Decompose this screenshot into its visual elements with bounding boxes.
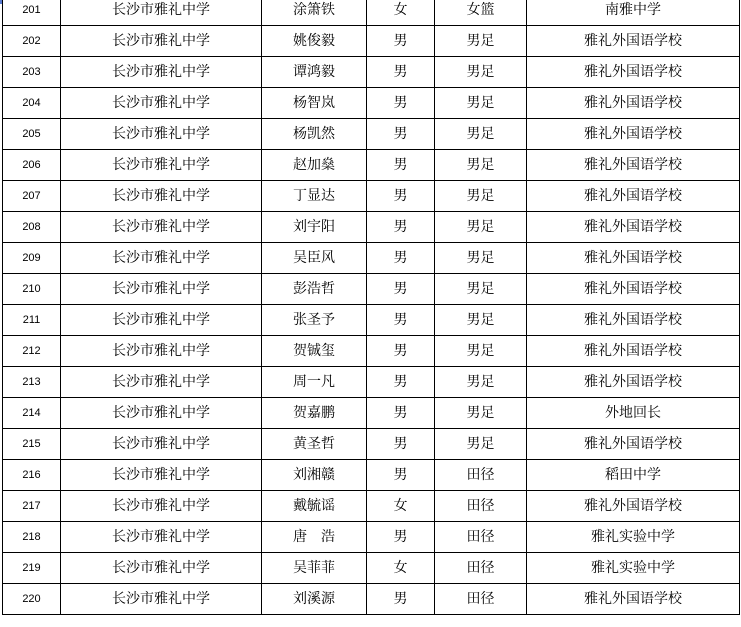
- gender-cell[interactable]: 女: [367, 491, 435, 522]
- sport-event-cell[interactable]: 男足: [435, 243, 527, 274]
- table-row: [3, 584, 740, 615]
- sport-event-cell[interactable]: 男足: [435, 181, 527, 212]
- school-cell[interactable]: 长沙市雅礼中学: [61, 336, 262, 367]
- student-name-cell[interactable]: 周一凡: [262, 367, 367, 398]
- table-row: [3, 57, 740, 88]
- table-row: [3, 88, 740, 119]
- gender-cell[interactable]: 男: [367, 336, 435, 367]
- destination-school-cell[interactable]: 雅礼外国语学校: [527, 212, 740, 243]
- student-name-cell[interactable]: 张圣予: [262, 305, 367, 336]
- destination-school-cell[interactable]: 雅礼外国语学校: [527, 305, 740, 336]
- row-number-cell[interactable]: 206: [3, 150, 61, 181]
- table-row: [3, 274, 740, 305]
- gender-cell[interactable]: 男: [367, 57, 435, 88]
- sport-event-cell[interactable]: 男足: [435, 119, 527, 150]
- student-name-cell[interactable]: 唐 浩: [262, 522, 367, 553]
- row-number-cell[interactable]: 214: [3, 398, 61, 429]
- student-name-cell[interactable]: 刘溪源: [262, 584, 367, 615]
- destination-school-cell[interactable]: 雅礼外国语学校: [527, 243, 740, 274]
- destination-school-cell[interactable]: 雅礼外国语学校: [527, 26, 740, 57]
- destination-school-cell[interactable]: 稻田中学: [527, 460, 740, 491]
- sport-event-cell[interactable]: 田径: [435, 522, 527, 553]
- destination-school-cell[interactable]: 雅礼外国语学校: [527, 584, 740, 615]
- row-number-cell[interactable]: 218: [3, 522, 61, 553]
- row-number-cell[interactable]: 213: [3, 367, 61, 398]
- gender-cell[interactable]: 男: [367, 150, 435, 181]
- gender-cell[interactable]: 男: [367, 367, 435, 398]
- student-name-cell[interactable]: 戴毓谣: [262, 491, 367, 522]
- sport-event-cell[interactable]: 田径: [435, 553, 527, 584]
- student-name-cell[interactable]: 刘宇阳: [262, 212, 367, 243]
- sport-event-cell[interactable]: 男足: [435, 305, 527, 336]
- table-row: [3, 119, 740, 150]
- gender-cell[interactable]: 男: [367, 305, 435, 336]
- table-row: [3, 553, 740, 584]
- table-row: [3, 0, 740, 26]
- student-name-cell[interactable]: 吴菲菲: [262, 553, 367, 584]
- row-number-cell[interactable]: 207: [3, 181, 61, 212]
- gender-cell[interactable]: 男: [367, 181, 435, 212]
- row-number-cell[interactable]: 215: [3, 429, 61, 460]
- student-name-cell[interactable]: 杨凯然: [262, 119, 367, 150]
- student-name-cell[interactable]: 杨智岚: [262, 88, 367, 119]
- sport-event-cell[interactable]: 男足: [435, 57, 527, 88]
- table-row: [3, 429, 740, 460]
- school-cell[interactable]: 长沙市雅礼中学: [61, 522, 262, 553]
- destination-school-cell[interactable]: 雅礼实验中学: [527, 522, 740, 553]
- destination-school-cell[interactable]: 雅礼外国语学校: [527, 119, 740, 150]
- row-number-cell[interactable]: 203: [3, 57, 61, 88]
- sport-event-cell[interactable]: 男足: [435, 429, 527, 460]
- student-name-cell[interactable]: 彭浩哲: [262, 274, 367, 305]
- sport-event-cell[interactable]: 男足: [435, 150, 527, 181]
- row-number-cell[interactable]: 201: [3, 0, 61, 26]
- sport-event-cell[interactable]: 男足: [435, 367, 527, 398]
- row-number-cell[interactable]: 210: [3, 274, 61, 305]
- destination-school-cell[interactable]: 雅礼外国语学校: [527, 429, 740, 460]
- school-cell[interactable]: 长沙市雅礼中学: [61, 212, 262, 243]
- student-name-cell[interactable]: 丁显达: [262, 181, 367, 212]
- destination-school-cell[interactable]: 雅礼外国语学校: [527, 181, 740, 212]
- student-name-cell[interactable]: 赵加燊: [262, 150, 367, 181]
- student-name-cell[interactable]: 贺嘉鹏: [262, 398, 367, 429]
- sport-event-cell[interactable]: 男足: [435, 274, 527, 305]
- row-number-cell[interactable]: 211: [3, 305, 61, 336]
- school-cell[interactable]: 长沙市雅礼中学: [61, 181, 262, 212]
- table-row: [3, 181, 740, 212]
- gender-cell[interactable]: 男: [367, 212, 435, 243]
- gender-cell[interactable]: 男: [367, 522, 435, 553]
- sport-event-cell[interactable]: 男足: [435, 88, 527, 119]
- student-name-cell[interactable]: 涂箫铁: [262, 0, 367, 26]
- gender-cell[interactable]: 男: [367, 119, 435, 150]
- student-name-cell[interactable]: 吴臣风: [262, 243, 367, 274]
- sport-event-cell[interactable]: 女篮: [435, 0, 527, 26]
- destination-school-cell[interactable]: 雅礼外国语学校: [527, 274, 740, 305]
- school-cell[interactable]: 长沙市雅礼中学: [61, 398, 262, 429]
- sheet-bottom-edge: [0, 620, 741, 627]
- table-row: [3, 243, 740, 274]
- gender-cell[interactable]: 女: [367, 0, 435, 26]
- gender-cell[interactable]: 男: [367, 429, 435, 460]
- student-name-cell[interactable]: 谭鸿毅: [262, 57, 367, 88]
- table-row: [3, 398, 740, 429]
- destination-school-cell[interactable]: 雅礼实验中学: [527, 553, 740, 584]
- school-cell[interactable]: 长沙市雅礼中学: [61, 553, 262, 584]
- sport-event-cell[interactable]: 田径: [435, 584, 527, 615]
- school-cell[interactable]: 长沙市雅礼中学: [61, 0, 262, 26]
- gender-cell[interactable]: 男: [367, 460, 435, 491]
- roster-body: [3, 0, 740, 615]
- row-number-cell[interactable]: 212: [3, 336, 61, 367]
- student-name-cell[interactable]: 刘湘赣: [262, 460, 367, 491]
- row-number-cell[interactable]: 209: [3, 243, 61, 274]
- sport-event-cell[interactable]: 田径: [435, 491, 527, 522]
- sport-event-cell[interactable]: 田径: [435, 460, 527, 491]
- table-row: [3, 305, 740, 336]
- gender-cell[interactable]: 男: [367, 26, 435, 57]
- sport-event-cell[interactable]: 男足: [435, 398, 527, 429]
- destination-school-cell[interactable]: 雅礼外国语学校: [527, 336, 740, 367]
- student-name-cell[interactable]: 姚俊毅: [262, 26, 367, 57]
- table-row: [3, 26, 740, 57]
- student-roster-table: [2, 0, 740, 615]
- school-cell[interactable]: 长沙市雅礼中学: [61, 460, 262, 491]
- sport-event-cell[interactable]: 男足: [435, 26, 527, 57]
- school-cell[interactable]: 长沙市雅礼中学: [61, 150, 262, 181]
- table-row: [3, 336, 740, 367]
- row-number-cell[interactable]: 220: [3, 584, 61, 615]
- gender-cell[interactable]: 女: [367, 553, 435, 584]
- destination-school-cell[interactable]: 雅礼外国语学校: [527, 57, 740, 88]
- student-name-cell[interactable]: 黄圣哲: [262, 429, 367, 460]
- school-cell[interactable]: 长沙市雅礼中学: [61, 491, 262, 522]
- row-number-cell[interactable]: 217: [3, 491, 61, 522]
- school-cell[interactable]: 长沙市雅礼中学: [61, 243, 262, 274]
- school-cell[interactable]: 长沙市雅礼中学: [61, 367, 262, 398]
- school-cell[interactable]: 长沙市雅礼中学: [61, 584, 262, 615]
- gender-cell[interactable]: 男: [367, 584, 435, 615]
- table-row: [3, 367, 740, 398]
- gender-cell[interactable]: 男: [367, 88, 435, 119]
- gender-cell[interactable]: 男: [367, 274, 435, 305]
- table-row: [3, 212, 740, 243]
- school-cell[interactable]: 长沙市雅礼中学: [61, 119, 262, 150]
- sport-event-cell[interactable]: 男足: [435, 212, 527, 243]
- table-row: [3, 522, 740, 553]
- school-cell[interactable]: 长沙市雅礼中学: [61, 274, 262, 305]
- row-number-cell[interactable]: 202: [3, 26, 61, 57]
- row-number-cell[interactable]: 208: [3, 212, 61, 243]
- school-cell[interactable]: 长沙市雅礼中学: [61, 429, 262, 460]
- sport-event-cell[interactable]: 男足: [435, 336, 527, 367]
- school-cell[interactable]: 长沙市雅礼中学: [61, 26, 262, 57]
- gender-cell[interactable]: 男: [367, 243, 435, 274]
- gender-cell[interactable]: 男: [367, 398, 435, 429]
- destination-school-cell[interactable]: 雅礼外国语学校: [527, 491, 740, 522]
- table-row: [3, 491, 740, 522]
- school-cell[interactable]: 长沙市雅礼中学: [61, 57, 262, 88]
- destination-school-cell[interactable]: 外地回长: [527, 398, 740, 429]
- table-row: [3, 460, 740, 491]
- row-number-cell[interactable]: 216: [3, 460, 61, 491]
- school-cell[interactable]: 长沙市雅礼中学: [61, 88, 262, 119]
- destination-school-cell[interactable]: 雅礼外国语学校: [527, 88, 740, 119]
- row-number-cell[interactable]: 204: [3, 88, 61, 119]
- student-name-cell[interactable]: 贺铖玺: [262, 336, 367, 367]
- table-row: [3, 150, 740, 181]
- row-number-cell[interactable]: 219: [3, 553, 61, 584]
- destination-school-cell[interactable]: 雅礼外国语学校: [527, 150, 740, 181]
- row-number-cell[interactable]: 205: [3, 119, 61, 150]
- destination-school-cell[interactable]: 雅礼外国语学校: [527, 367, 740, 398]
- school-cell[interactable]: 长沙市雅礼中学: [61, 305, 262, 336]
- destination-school-cell[interactable]: 南雅中学: [527, 0, 740, 26]
